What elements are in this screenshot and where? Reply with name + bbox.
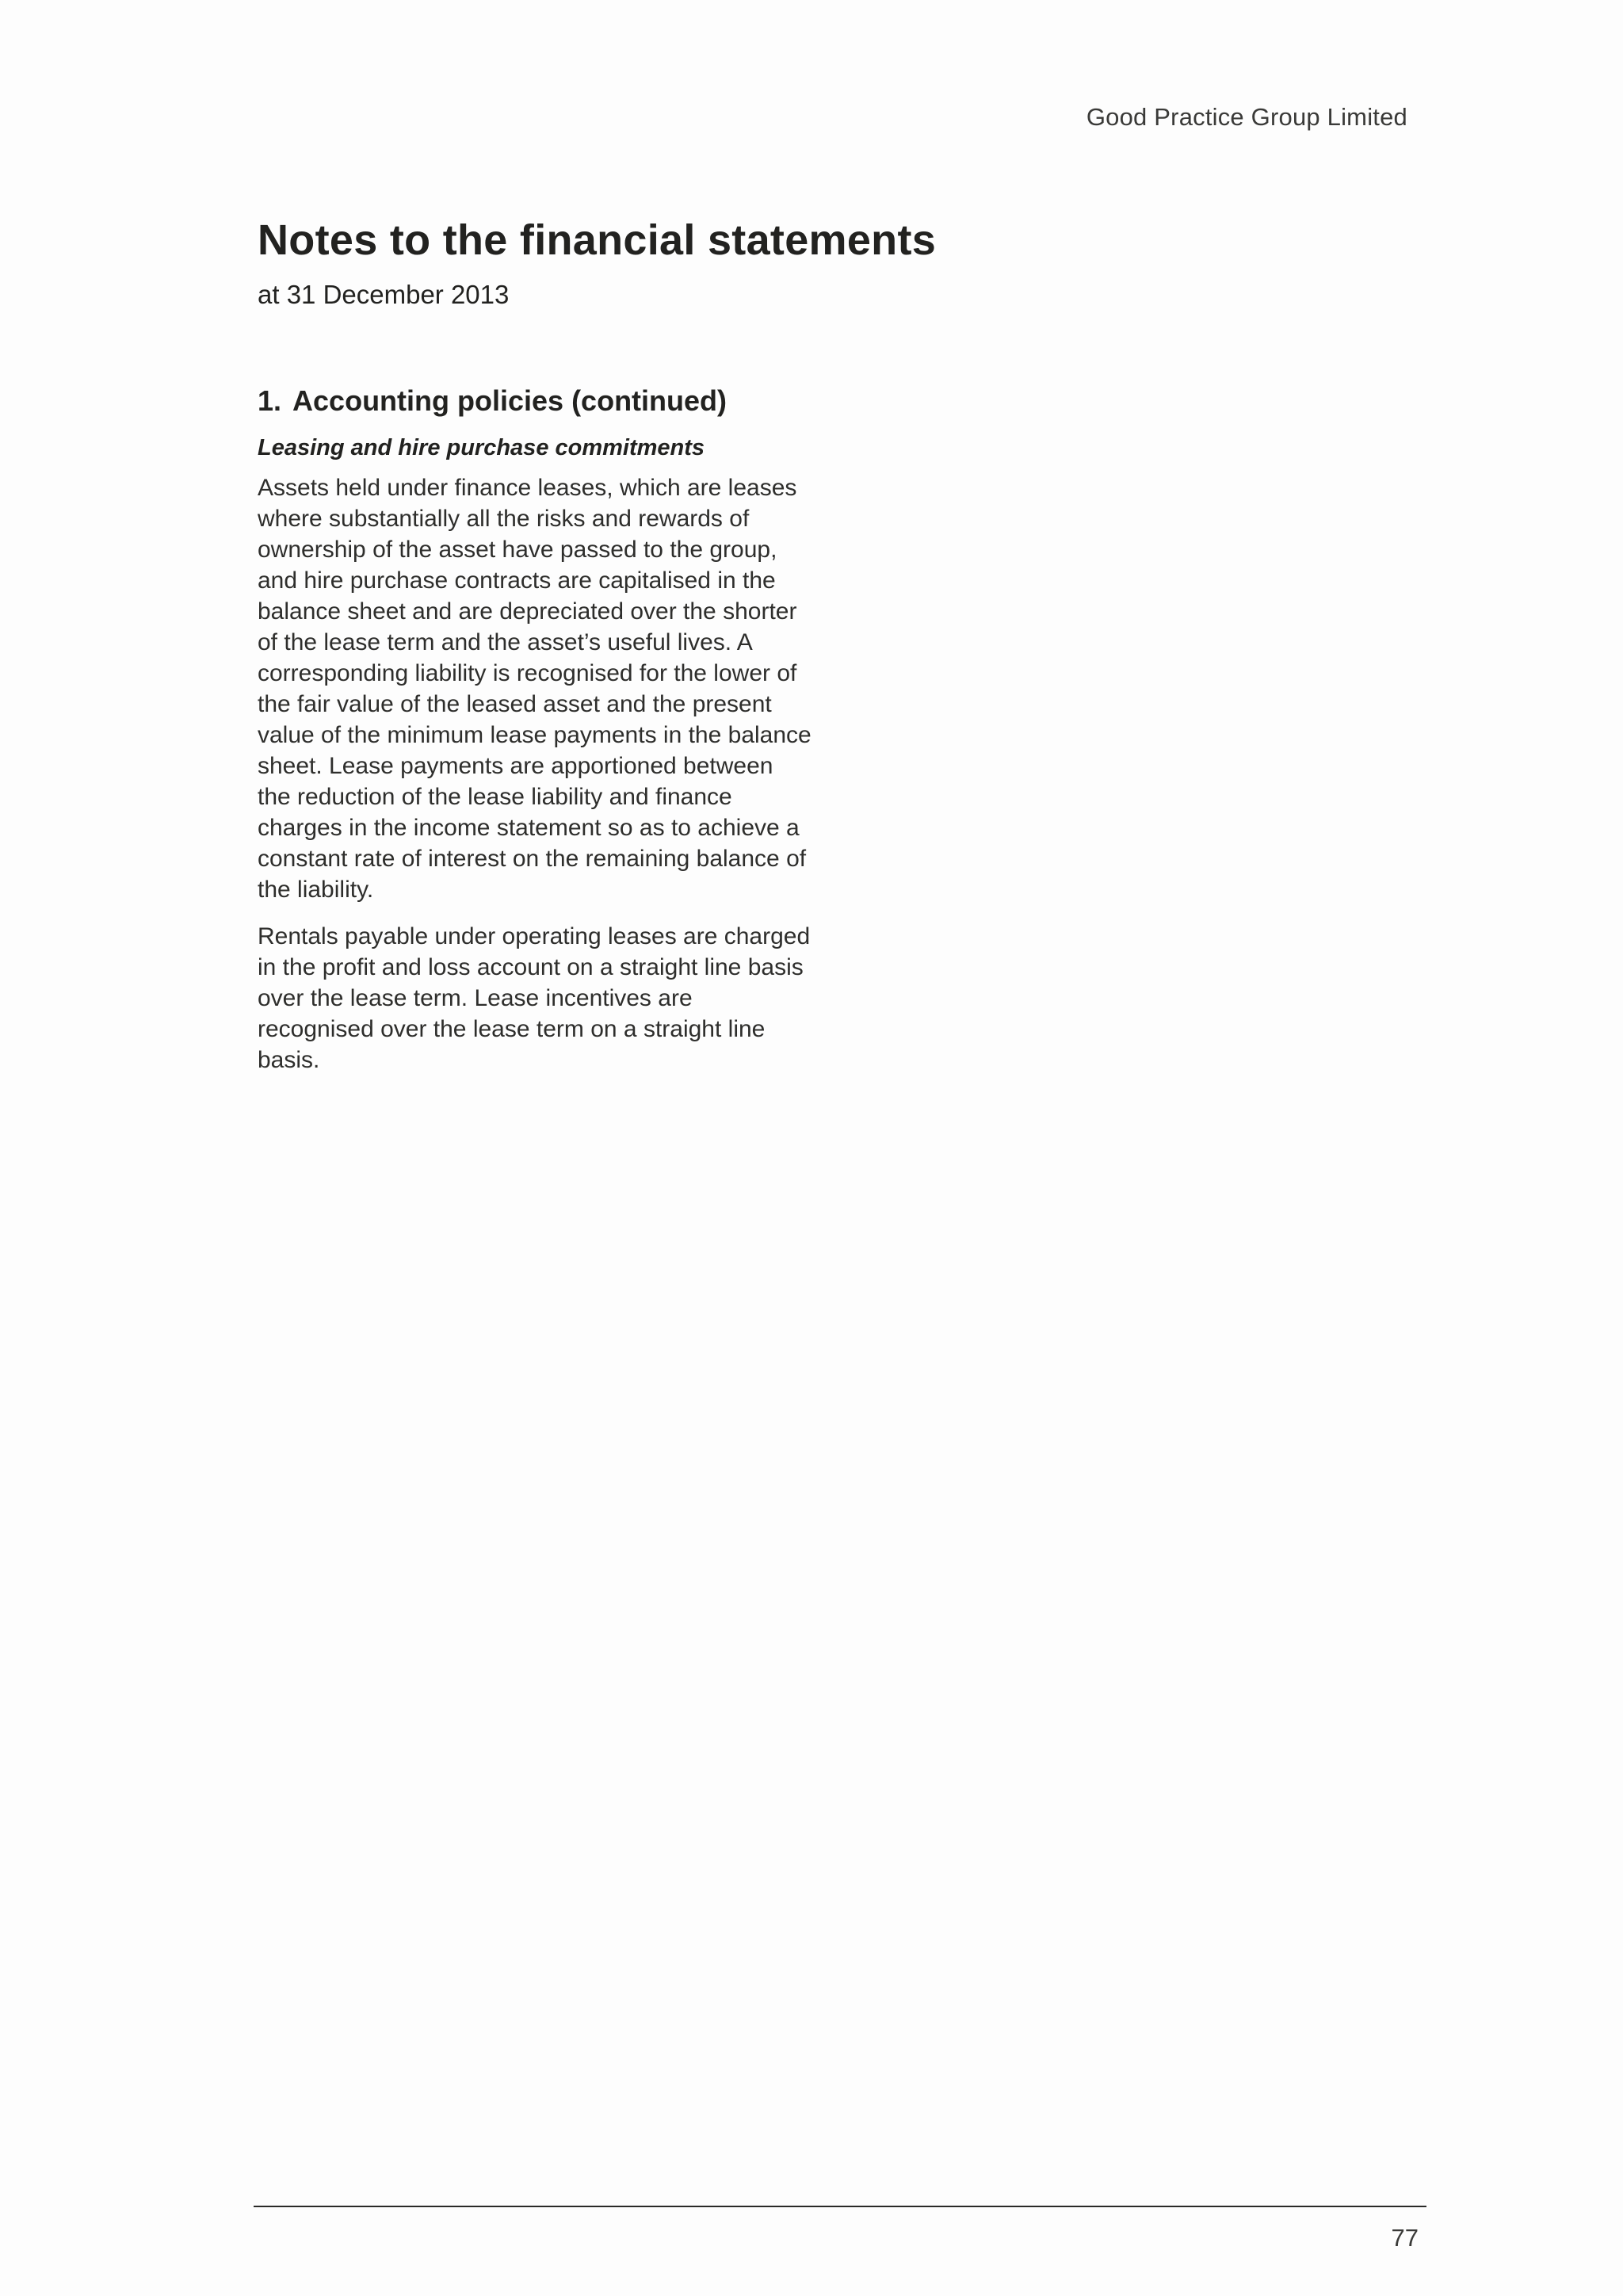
page-title: Notes to the financial statements	[258, 216, 937, 264]
section-number: 1.	[258, 384, 282, 417]
company-name: Good Practice Group Limited	[1086, 103, 1407, 131]
footer-divider	[254, 2206, 1426, 2207]
paragraph-finance-leases: Assets held under finance leases, which are leases where substantially all the risks and rewards of ownership of the asset have passed to the group, and hire purchase contracts are capitalised in the balance sheet and are depreciated over the shorter of the lease term and the asset’s useful lives. A corresponding liability is recognised for the lower of the fair value of the leased asset and the present value of the minimum lease payments in the balance sheet. Lease payments are apportioned between the reduction of the lease liability and finance charges in the income statement so as to achieve a constant rate of interest on the remaining balance of the liability.	[258, 475, 812, 903]
notes-content	[258, 384, 812, 1091]
paragraph-operating-leases: Rentals payable under operating leases are charged in the profit and loss account on a straight line basis over the lease term. Lease incentives are recognised over the lease term on a straight line basis.	[258, 923, 811, 1073]
sub-heading: Leasing and hire purchase commitments	[258, 435, 705, 460]
section-heading-text: Accounting policies (continued)	[292, 384, 727, 417]
section-heading	[258, 384, 812, 418]
page-number: 77	[1391, 2224, 1419, 2252]
page-subtitle-date: at 31 December 2013	[258, 280, 510, 309]
